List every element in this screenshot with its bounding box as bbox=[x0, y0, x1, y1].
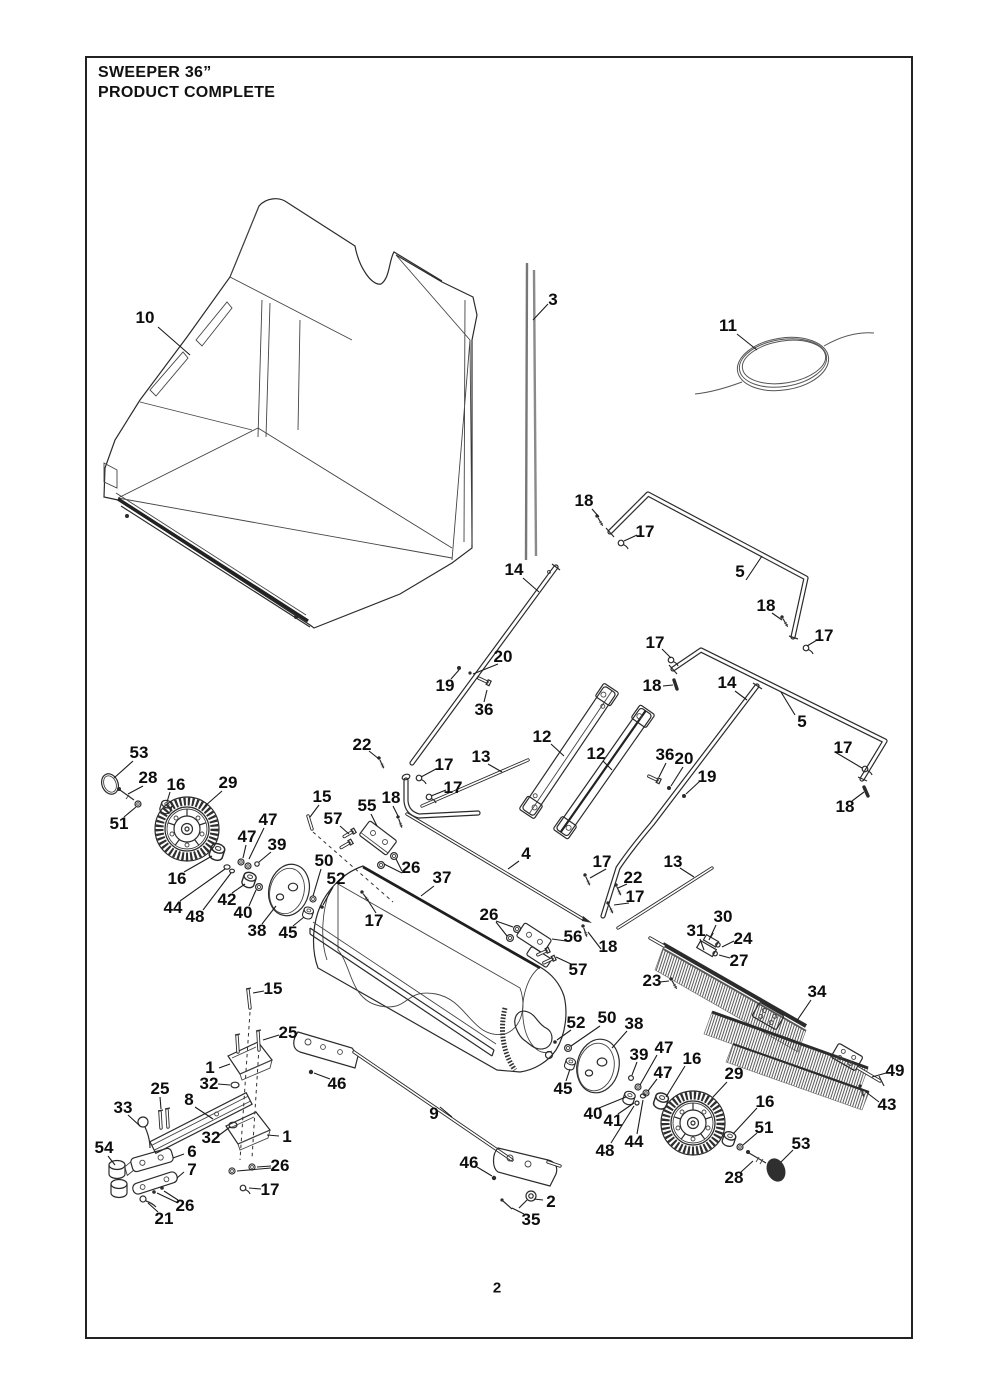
page-number: 2 bbox=[492, 1279, 502, 1297]
callout-4-51: 4 bbox=[521, 844, 531, 863]
callout-18-3: 18 bbox=[574, 491, 594, 510]
callout-5-5: 5 bbox=[735, 562, 745, 581]
callout-34-65: 34 bbox=[807, 982, 827, 1001]
callout-32-78: 32 bbox=[201, 1128, 221, 1147]
callout-35-88: 35 bbox=[521, 1210, 541, 1229]
callout-40-102: 40 bbox=[583, 1104, 603, 1123]
callout-57-45: 57 bbox=[323, 809, 343, 828]
callout-22-53: 22 bbox=[623, 868, 643, 887]
callout-17-7: 17 bbox=[814, 626, 834, 645]
callout-26-83: 26 bbox=[175, 1196, 195, 1215]
callout-8-72: 8 bbox=[184, 1090, 194, 1109]
callout-17-21: 17 bbox=[443, 778, 463, 797]
callout-39-35: 39 bbox=[267, 835, 287, 854]
callout-13-20: 13 bbox=[471, 747, 491, 766]
bracket-56 bbox=[516, 923, 556, 968]
callout-45-92: 45 bbox=[553, 1079, 573, 1098]
callout-47-34: 47 bbox=[237, 827, 257, 846]
callout-37-50: 37 bbox=[432, 868, 452, 887]
callout-39-93: 39 bbox=[629, 1045, 649, 1064]
callout-11-2: 11 bbox=[719, 316, 737, 335]
callout-21-82: 21 bbox=[154, 1209, 174, 1228]
callout-15-43: 15 bbox=[312, 787, 332, 806]
callout-5-12: 5 bbox=[797, 712, 807, 731]
callout-17-49: 17 bbox=[364, 911, 384, 930]
callout-20-26: 20 bbox=[674, 749, 694, 768]
callout-46-84: 46 bbox=[327, 1074, 347, 1093]
callout-18-57: 18 bbox=[598, 937, 618, 956]
title-line2: PRODUCT COMPLETE bbox=[98, 84, 276, 101]
callout-46-85: 46 bbox=[459, 1153, 479, 1172]
callout-2-87: 2 bbox=[546, 1192, 556, 1211]
callout-50-90: 50 bbox=[597, 1008, 617, 1027]
callout-24-62: 24 bbox=[733, 929, 753, 948]
callout-26-55: 26 bbox=[479, 905, 499, 924]
callout-38-41: 38 bbox=[247, 921, 267, 940]
callout-23-64: 23 bbox=[642, 971, 662, 990]
callout-16-98: 16 bbox=[755, 1092, 775, 1111]
callout-9-86: 9 bbox=[429, 1104, 439, 1123]
callout-1-79: 1 bbox=[282, 1127, 292, 1146]
lower-bar-9 bbox=[294, 1032, 560, 1209]
callout-51-32: 51 bbox=[109, 814, 129, 833]
callout-18-14: 18 bbox=[835, 797, 855, 816]
callout-42-39: 42 bbox=[217, 890, 237, 909]
callout-17-52: 17 bbox=[592, 852, 612, 871]
callout-51-99: 51 bbox=[754, 1118, 774, 1137]
callout-36-25: 36 bbox=[655, 745, 675, 764]
callout-33-74: 33 bbox=[113, 1098, 133, 1117]
callout-52-47: 52 bbox=[326, 869, 346, 888]
fasteners bbox=[308, 514, 872, 941]
callout-52-89: 52 bbox=[566, 1013, 586, 1032]
callout-26-48: 26 bbox=[401, 858, 421, 877]
callout-22-18: 22 bbox=[352, 735, 372, 754]
sweeper-housing-37 bbox=[310, 866, 566, 1072]
callout-13-59: 13 bbox=[663, 852, 683, 871]
callout-3-1: 3 bbox=[548, 290, 558, 309]
callout-14-8: 14 bbox=[504, 560, 524, 579]
callout-12-23: 12 bbox=[532, 727, 552, 746]
callout-41-103: 41 bbox=[603, 1111, 623, 1130]
callout-17-19: 17 bbox=[434, 755, 454, 774]
brace-bar-12b bbox=[553, 705, 655, 840]
callout-18-10: 18 bbox=[642, 676, 662, 695]
callout-44-105: 44 bbox=[624, 1132, 644, 1151]
callout-47-95: 47 bbox=[653, 1063, 673, 1082]
callout-56-56: 56 bbox=[563, 927, 583, 946]
callout-18-6: 18 bbox=[756, 596, 776, 615]
callout-57-58: 57 bbox=[568, 960, 588, 979]
callout-15-68: 15 bbox=[263, 979, 283, 998]
wheel-right-29 bbox=[661, 1091, 725, 1155]
handle-tube-upper-5 bbox=[606, 494, 806, 639]
callout-18-22: 18 bbox=[381, 788, 401, 807]
callout-38-91: 38 bbox=[624, 1014, 644, 1033]
callout-10-0: 10 bbox=[135, 308, 155, 327]
callout-31-61: 31 bbox=[686, 921, 706, 940]
callout-7-77: 7 bbox=[187, 1160, 197, 1179]
callout-17-9: 17 bbox=[645, 633, 665, 652]
cable-coil-part-11 bbox=[695, 331, 874, 397]
callout-17-54: 17 bbox=[625, 887, 645, 906]
callout-12-24: 12 bbox=[586, 744, 606, 763]
callout-55-44: 55 bbox=[357, 796, 377, 815]
callout-48-38: 48 bbox=[185, 907, 205, 926]
callout-40-40: 40 bbox=[233, 903, 253, 922]
rod-part-3 bbox=[526, 263, 536, 560]
callout-54-75: 54 bbox=[94, 1138, 114, 1157]
callout-6-76: 6 bbox=[187, 1142, 197, 1161]
callout-49-66: 49 bbox=[885, 1061, 905, 1080]
callout-53-100: 53 bbox=[791, 1134, 811, 1153]
callout-25-69: 25 bbox=[278, 1023, 298, 1042]
callout-47-94: 47 bbox=[654, 1038, 674, 1057]
callout-28-101: 28 bbox=[724, 1168, 744, 1187]
hopper-part bbox=[104, 199, 477, 628]
callout-53-28: 53 bbox=[129, 743, 149, 762]
callout-16-96: 16 bbox=[682, 1049, 702, 1068]
title-line1: SWEEPER 36” bbox=[98, 64, 212, 81]
handle-side-tube-left-14 bbox=[401, 564, 560, 816]
callout-50-46: 50 bbox=[314, 851, 334, 870]
callout-48-104: 48 bbox=[595, 1141, 615, 1160]
callout-26-80: 26 bbox=[270, 1156, 290, 1175]
callout-32-71: 32 bbox=[199, 1074, 219, 1093]
bracket-1-upper bbox=[228, 1042, 272, 1080]
bracket-55 bbox=[340, 821, 397, 856]
callout-20-15: 20 bbox=[493, 647, 513, 666]
callout-25-73: 25 bbox=[150, 1079, 170, 1098]
callout-19-27: 19 bbox=[697, 767, 717, 786]
callout-19-16: 19 bbox=[435, 676, 455, 695]
callout-29-31: 29 bbox=[218, 773, 238, 792]
callout-14-11: 14 bbox=[717, 673, 737, 692]
callout-27-63: 27 bbox=[729, 951, 749, 970]
callout-17-81: 17 bbox=[260, 1180, 280, 1199]
callout-30-60: 30 bbox=[713, 907, 733, 926]
bracket-1-lower bbox=[226, 1112, 270, 1150]
callout-43-67: 43 bbox=[877, 1095, 897, 1114]
callout-44-37: 44 bbox=[163, 898, 183, 917]
callout-36-17: 36 bbox=[474, 700, 494, 719]
callout-45-42: 45 bbox=[278, 923, 298, 942]
callout-1-70: 1 bbox=[205, 1058, 215, 1077]
callout-17-4: 17 bbox=[635, 522, 655, 541]
callout-16-36: 16 bbox=[167, 869, 187, 888]
callout-28-29: 28 bbox=[138, 768, 158, 787]
callout-29-97: 29 bbox=[724, 1064, 744, 1083]
callout-17-13: 17 bbox=[833, 738, 853, 757]
callout-16-30: 16 bbox=[166, 775, 186, 794]
callout-47-33: 47 bbox=[258, 810, 278, 829]
